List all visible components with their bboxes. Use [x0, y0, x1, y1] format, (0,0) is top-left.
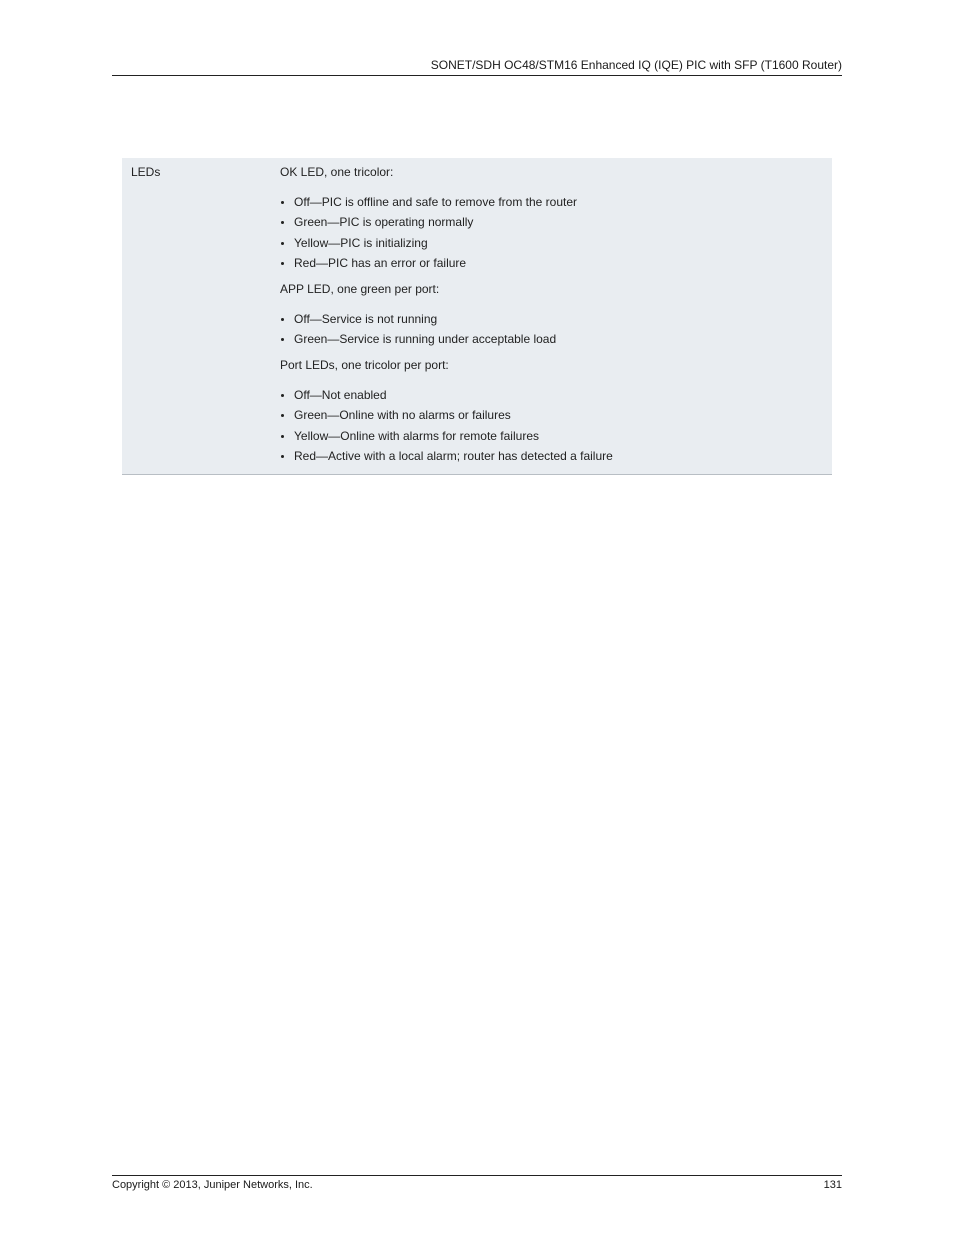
page-number: 131	[823, 1179, 842, 1191]
list-item-text: Red—PIC has an error or failure	[294, 255, 467, 270]
list-item-text: Yellow—Online with alarms for remote failures	[294, 428, 539, 443]
bullet-icon	[281, 435, 284, 438]
list-item	[280, 311, 832, 327]
footer-divider	[112, 1175, 842, 1176]
led-description	[280, 158, 832, 464]
copyright-text: Copyright © 2013, Juniper Networks, Inc.	[112, 1179, 313, 1191]
group-title: APP LED, one green per port:	[280, 281, 440, 296]
list-item-text: Green—Service is running under acceptable load	[294, 332, 557, 347]
header-divider	[112, 75, 842, 76]
page-footer	[112, 1178, 842, 1192]
bullet-icon	[281, 221, 284, 224]
bullet-icon	[281, 338, 284, 341]
list-item	[280, 331, 832, 347]
app-led-group	[280, 281, 832, 347]
bullet-list	[280, 387, 832, 464]
list-item-text: Off—Service is not running	[294, 311, 438, 326]
bullet-icon	[281, 394, 284, 397]
bullet-icon	[281, 242, 284, 245]
ok-led-group	[280, 164, 832, 271]
bullet-icon	[281, 455, 284, 458]
bullet-icon	[281, 414, 284, 417]
bullet-list	[280, 194, 832, 271]
bullet-icon	[281, 262, 284, 265]
list-item-text: Off—Not enabled	[294, 388, 387, 403]
list-item	[280, 448, 832, 464]
spec-table	[122, 158, 832, 475]
port-leds-group	[280, 357, 832, 464]
group-title: OK LED, one tricolor:	[280, 165, 394, 179]
row-label-leds: LEDs	[131, 165, 161, 179]
list-item	[280, 214, 832, 230]
bullet-icon	[281, 201, 284, 204]
list-item	[280, 255, 832, 271]
list-item-text: Off—PIC is offline and safe to remove from the router	[294, 195, 578, 209]
list-item-text: Green—PIC is operating normally	[294, 215, 474, 230]
list-item-text: Green—Online with no alarms or failures	[294, 408, 511, 423]
list-item-text: Red—Active with a local alarm; router has detected a failure	[294, 449, 613, 464]
list-item	[280, 428, 832, 444]
page-header-title: SONET/SDH OC48/STM16 Enhanced IQ (IQE) PIC with SFP (T1600 Router)	[430, 58, 842, 72]
list-item	[280, 194, 832, 210]
list-item	[280, 387, 832, 403]
list-item	[280, 407, 832, 423]
list-item	[280, 235, 832, 251]
group-title: Port LEDs, one tricolor per port:	[280, 358, 449, 373]
list-item-text: Yellow—PIC is initializing	[294, 235, 428, 250]
bullet-list	[280, 311, 832, 347]
bullet-icon	[281, 318, 284, 321]
